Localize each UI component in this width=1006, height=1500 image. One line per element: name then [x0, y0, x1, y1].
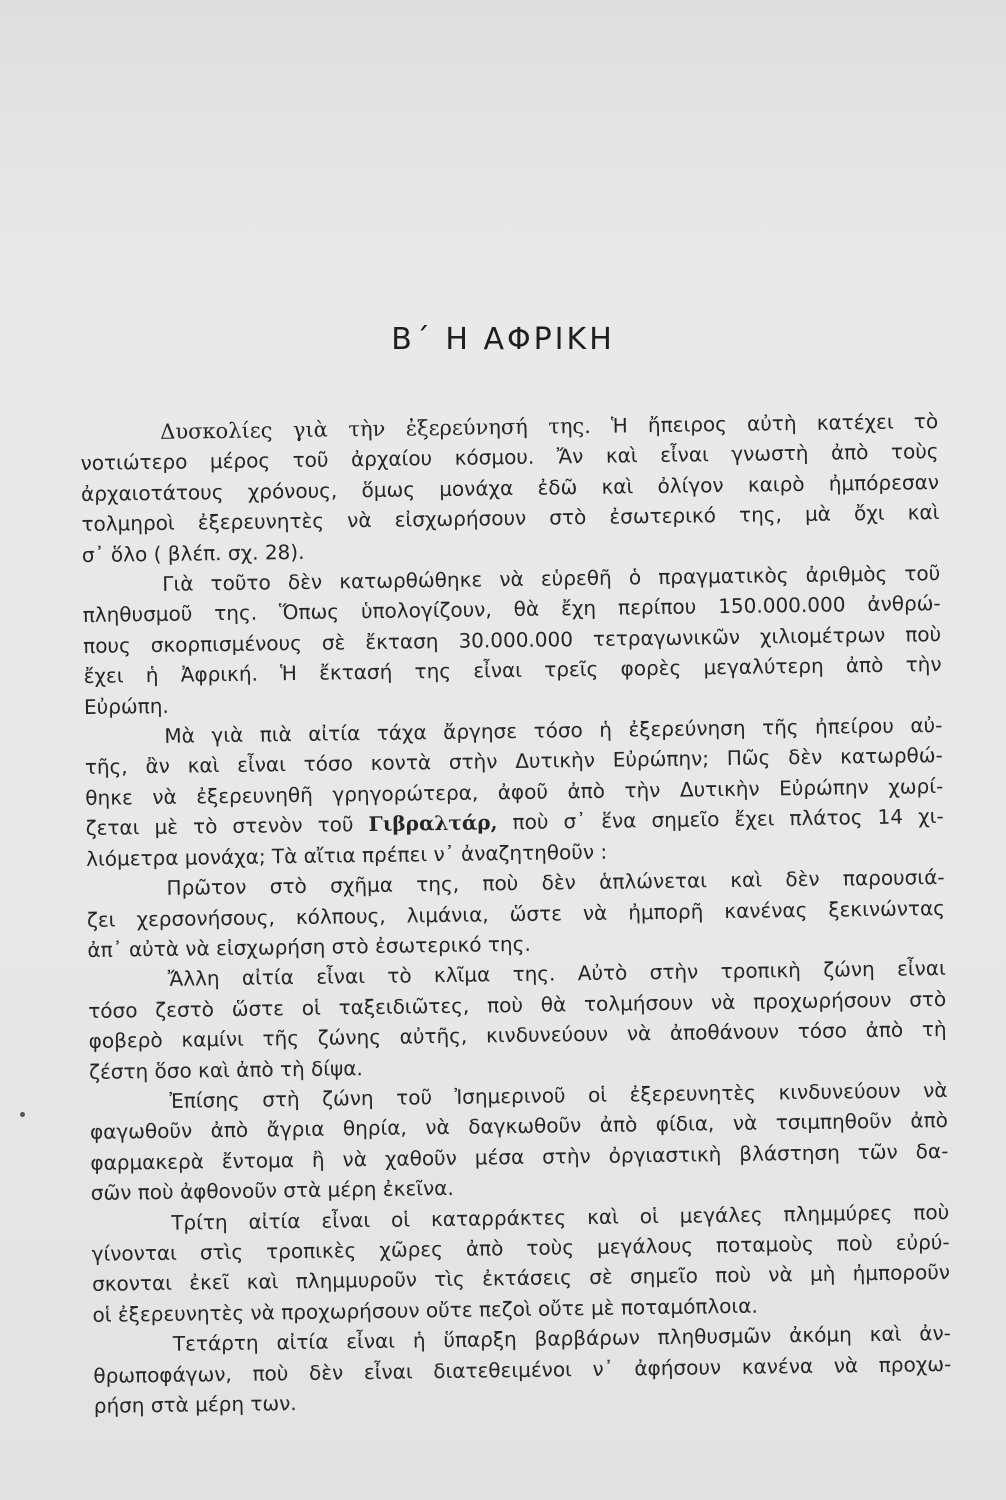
text-run: Μὰ γιὰ πιὰ αἰτία τάχα ἄργησε τόσο ἡ ἐξερεύνηση τῆς ἠπείρου αὐ-: [164, 713, 943, 748]
text-run: πληθυσμοῦ της. Ὅπως ὑπολογίζουν, θὰ ἔχη περίπου 150.000.000 ἀνθρώ-: [82, 591, 941, 628]
text-run: φαρμακερὰ ἔντομα ἢ νὰ χαθοῦν μέσα στὴν ὀργιαστικὴ βλάστηση τῶν δα-: [90, 1138, 949, 1175]
text-run: ἀπ᾿ αὐτὰ νὰ εἰσχωρήση στὸ ἐσωτερικό της.: [87, 931, 531, 962]
text-run: γίνονται στὶς τροπικὲς χῶρες ἀπὸ τοὺς μεγάλους ποταμοὺς ποὺ εὐρύ-: [91, 1229, 950, 1266]
text-run: τῆς, ἂν καὶ εἶναι τόσο κοντὰ στὴν Δυτικὴν Εὐρώπην; Πῶς δὲν κατωρθώ-: [84, 743, 943, 780]
text-run: ἀρχαιοτάτους χρόνους, ὅμως μονάχα ἐδῶ καὶ ὀλίγον καιρὸ ἠμπόρεσαν: [80, 469, 940, 506]
text-run: νοτιώτερο μέρος τοῦ ἀρχαίου κόσμου. Ἄν καὶ εἶναι γνωστὴ ἀπὸ τοὺς: [80, 439, 939, 476]
text-run: θρωποφάγων, ποὺ δὲν εἶναι διατεθειμένοι ν᾿ ἀφήσουν κανένα νὰ προχω-: [93, 1351, 952, 1388]
text-run: ζέστη ὅσο καὶ ἀπὸ τὴ δίψα.: [88, 1055, 363, 1084]
text-run: φαγωθοῦν ἀπὸ ἄγρια θηρία, νὰ δαγκωθοῦν ἀπὸ φίδια, νὰ τσιμπηθοῦν ἀπὸ: [89, 1108, 949, 1145]
text-run: λιόμετρα μονάχα; Τὰ αἴτια πρέπει ν᾿ ἀναζητηθοῦν :: [85, 839, 608, 871]
bleed-through-ghost-text: [140, 40, 920, 300]
text-run: ρήση στὰ μέρη των.: [93, 1391, 297, 1418]
text-run: Τετάρτη αἰτία εἶναι ἡ ὕπαρξη βαρβάρων πληθυσμῶν ἀκόμη καὶ ἀν-: [172, 1321, 952, 1356]
text-run: σκονται ἐκεῖ καὶ πλημμυροῦν τὶς ἐκτάσεις σὲ σημεῖο ποὺ νὰ μὴ ἠμποροῦν: [91, 1260, 951, 1297]
text-run: ἔχει ἡ Ἀφρική. Ἡ ἔκτασή της εἶναι τρεῖς φορὲς μεγαλύτερη ἀπὸ τὴν: [83, 652, 942, 689]
text-run: τόσο ζεστὸ ὥστε οἱ ταξειδιῶτες, ποὺ θὰ τολμήσουν νὰ προχωρήσουν στὸ: [88, 986, 947, 1023]
text-run: Ἡ ἤπειρος αὐτὴ κατέχει τὸ: [590, 409, 939, 438]
text-run: Ἐπίσης στὴ ζώνη τοῦ Ἰσημερινοῦ οἱ ἐξερευνητὲς κινδυνεύουν νὰ: [169, 1077, 948, 1113]
text-run: Πρῶτον στὸ σχῆμα της, ποὺ δὲν ἁπλώνεται καὶ δὲν παρουσιά-: [166, 865, 945, 900]
chapter-title: Β΄ Η ΑΦΡΙΚΗ: [391, 322, 615, 357]
text-run: ζεται μὲ τὸ στενὸν τοῦ: [85, 812, 369, 841]
text-run: σῶν ποὺ ἀφθονοῦν στὰ μέρη ἐκεῖνα.: [90, 1176, 454, 1206]
text-run: πους σκορπισμένους σὲ ἔκταση 30.000.000 τετραγωνικῶν χιλιομέτρων ποὺ: [83, 621, 942, 658]
emphasized-place-name: Γιβραλτάρ,: [368, 810, 498, 837]
text-run: Γιὰ τοῦτο δὲν κατωρθώθηκε νὰ εὑρεθῆ ὁ πραγματικὸς ἀριθμὸς τοῦ: [162, 561, 941, 596]
text-run: τολμηροὶ ἐξερευνητὲς νὰ εἰσχωρήσουν στὸ ἐσωτερικό της, μὰ ὄχι καὶ: [81, 500, 940, 537]
text-run: ζει χερσονήσους, κόλπους, λιμάνια, ὥστε νὰ ἠμπορῆ κανένας ξεκινώντας: [86, 895, 946, 932]
text-run: σ᾿ ὅλο ( βλέπ. σχ. 28).: [81, 539, 305, 567]
text-run: ποὺ σ᾿ ἕνα σημεῖο ἔχει πλάτος 14 χι-: [497, 804, 944, 835]
chapter-body: [80, 406, 952, 1421]
text-run: θηκε νὰ ἐξερευνηθῆ γρηγορώτερα, ἀφοῦ ἀπὸ τὴν Δυτικὴν Εὐρώπην χωρί-: [85, 773, 944, 810]
text-run: Τρίτη αἰτία εἶναι οἱ καταρράκτες καὶ οἱ μεγάλες πλημμύρες ποὺ: [171, 1199, 950, 1235]
text-run: Ἄλλη αἰτία εἶναι τὸ κλῖμα της. Αὐτὸ στὴν τροπικὴ ζώνη εἶναι: [167, 956, 946, 992]
margin-ink-dot: [20, 1112, 25, 1117]
text-run: φοβερὸ καμίνι τῆς ζώνης αὐτῆς, κινδυνεύουν νὰ ἀποθάνουν τόσο ἀπὸ τὴ: [88, 1017, 947, 1054]
text-run: οἱ ἐξερευνητὲς νὰ προχωρήσουν οὔτε πεζοὶ οὔτε μὲ ποταμόπλοια.: [92, 1293, 758, 1327]
text-run: Εὐρώπη.: [83, 693, 169, 719]
section-heading: Δυσκολίες γιὰ τὴν ἐξερεύνησή της.: [160, 413, 592, 444]
